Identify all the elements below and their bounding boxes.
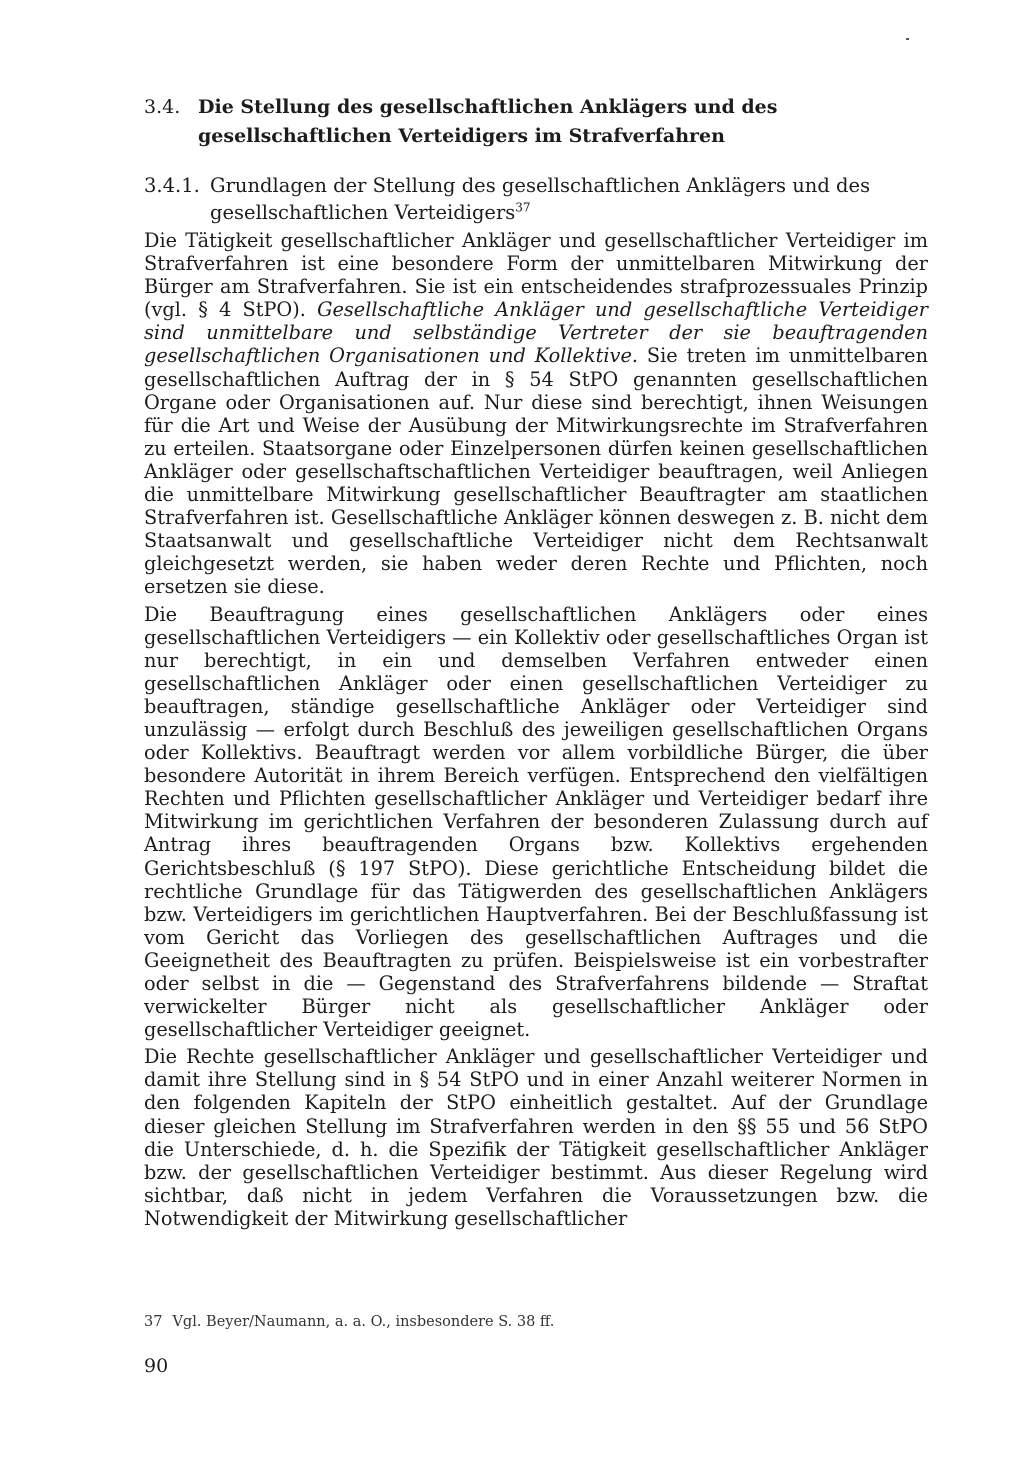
subsection-title: Grundlagen der Stellung des gesellschaftlichen Anklägers und des gesellschaftlichen Verteidigers [210,174,871,224]
section-title: Die Stellung des gesellschaftlichen Anklägers und des gesellschaftlichen Verteidigers im Strafverfahren [198,96,778,147]
section-number: 3.4. [144,96,181,118]
paragraph-1-text-b: Sie treten im unmittelbaren gesellschaftlichen Auftrag der in § 54 StPO genannten gesellschaftlichen Organe oder Organisationen auf. Nur diese sind berechtigt, ihnen Weisungen für die Art und Weise der Ausübung der Mitwirkungsrechte im Strafverfahren zu erteilen. Staatsorgane oder Einzelpersonen dürfen keinen gesellschaftlichen Ankläger oder gesellschaftschaftlichen Verteidiger beauftragen, weil Anliegen die unmittelbare Mitwirkung gesellschaftlicher Beauftragter am staatlichen Strafverfahren ist. Gesellschaftliche Ankläger können deswegen z. B. nicht dem Staatsanwalt und gesellschaftliche Verteidiger nicht dem Rechtsanwalt gleichgesetzt werden, sie haben weder deren Rechte und Pflichten, noch ersetzen sie diese. [144,344,928,599]
footnote-number: 37 [144,1314,163,1330]
footnote-reference: 37 [515,200,531,215]
section-heading [144,93,934,151]
paragraph-3: Die Rechte gesellschaftlicher Ankläger und gesellschaftlicher Verteidiger und damit ihre Stellung sind in § 54 StPO und in einer Anzahl weiterer Normen in den folgenden Kapiteln der StPO einheitlich gestaltet. Auf der Grundlage dieser gleichen Stellung im Strafverfahren werden in den §§ 55 und 56 StPO die Unterschiede, d. h. die Spezifik der Tätigkeit gesellschaftlicher Ankläger bzw. der gesellschaftlichen Verteidiger bestimmt. Aus dieser Regelung wird sichtbar, daß nicht in jedem Verfahren die Voraussetzungen bzw. die Notwendigkeit der Mitwirkung gesellschaftlicher [144,1045,928,1230]
footnote-text: Vgl. Beyer/Naumann, a. a. O., insbesondere S. 38 ff. [172,1314,555,1330]
paragraph-1-text-a: Die Tätigkeit gesellschaftlicher Ankläger und gesellschaftlicher Verteidiger im Strafverfahren ist eine besondere Form der unmittelbaren Mitwirkung der Bürger am Strafverfahren. Sie ist ein entscheidendes strafprozessuales Prinzip (vgl. § 4 StPO). [144,229,928,322]
footnote [144,1312,844,1332]
paragraph-1-italic: Gesellschaftliche Ankläger und gesellschaftliche Verteidiger sind unmittelbare und selbständige Vertreter der sie beauftragenden gesellschaftlichen Organisationen und Kollektive. [144,298,928,368]
subsection-number: 3.4.1. [144,174,200,197]
paragraph-2: Die Beauftragung eines gesellschaftlichen Anklägers oder eines gesellschaftlichen Verteidigers — ein Kollektiv oder gesellschaftliches Organ ist nur berechtigt, in ein und demselben Verfahren entweder einen gesellschaftlichen Ankläger oder einen gesellschaftlichen Verteidiger zu beauftragen, ständige gesellschaftliche Ankläger oder Verteidiger sind unzulässig — erfolgt durch Beschluß des jeweiligen gesellschaftlichen Organs oder Kollektivs. Beauftragt werden vor allem vorbildliche Bürger, die über besondere Autorität in ihrem Bereich verfügen. Entsprechend den vielfältigen Rechten und Pflichten gesellschaftlicher Ankläger und Verteidiger bedarf ihre Mitwirkung im gerichtlichen Verfahren der besonderen Zulassung durch auf Antrag ihres beauftragenden Organs bzw. Kollektivs ergehenden Gerichtsbeschluß (§ 197 StPO). Diese gerichtliche Entscheidung bildet die rechtliche Grundlage für das Tätigwerden des gesellschaftlichen Anklägers bzw. Verteidigers im gerichtlichen Hauptverfahren. Bei der Beschlußfassung ist vom Gericht das Vorliegen des gesellschaftlichen Auftrages und die Geeignetheit des Beauftragten zu prüfen. Beispielsweise ist ein vorbestrafter oder selbst in die — Gegenstand des Strafverfahrens bildende — Straftat verwickelter Bürger nicht als gesellschaftlicher Ankläger oder gesellschaftlicher Verteidiger geeignet. [144,602,928,1042]
subsection-heading [144,172,934,226]
page-number: 90 [144,1355,169,1377]
body-text [144,229,928,1234]
scan-speck [906,38,909,40]
paragraph-1 [144,229,928,599]
subsection-title-wrapper [210,172,934,226]
